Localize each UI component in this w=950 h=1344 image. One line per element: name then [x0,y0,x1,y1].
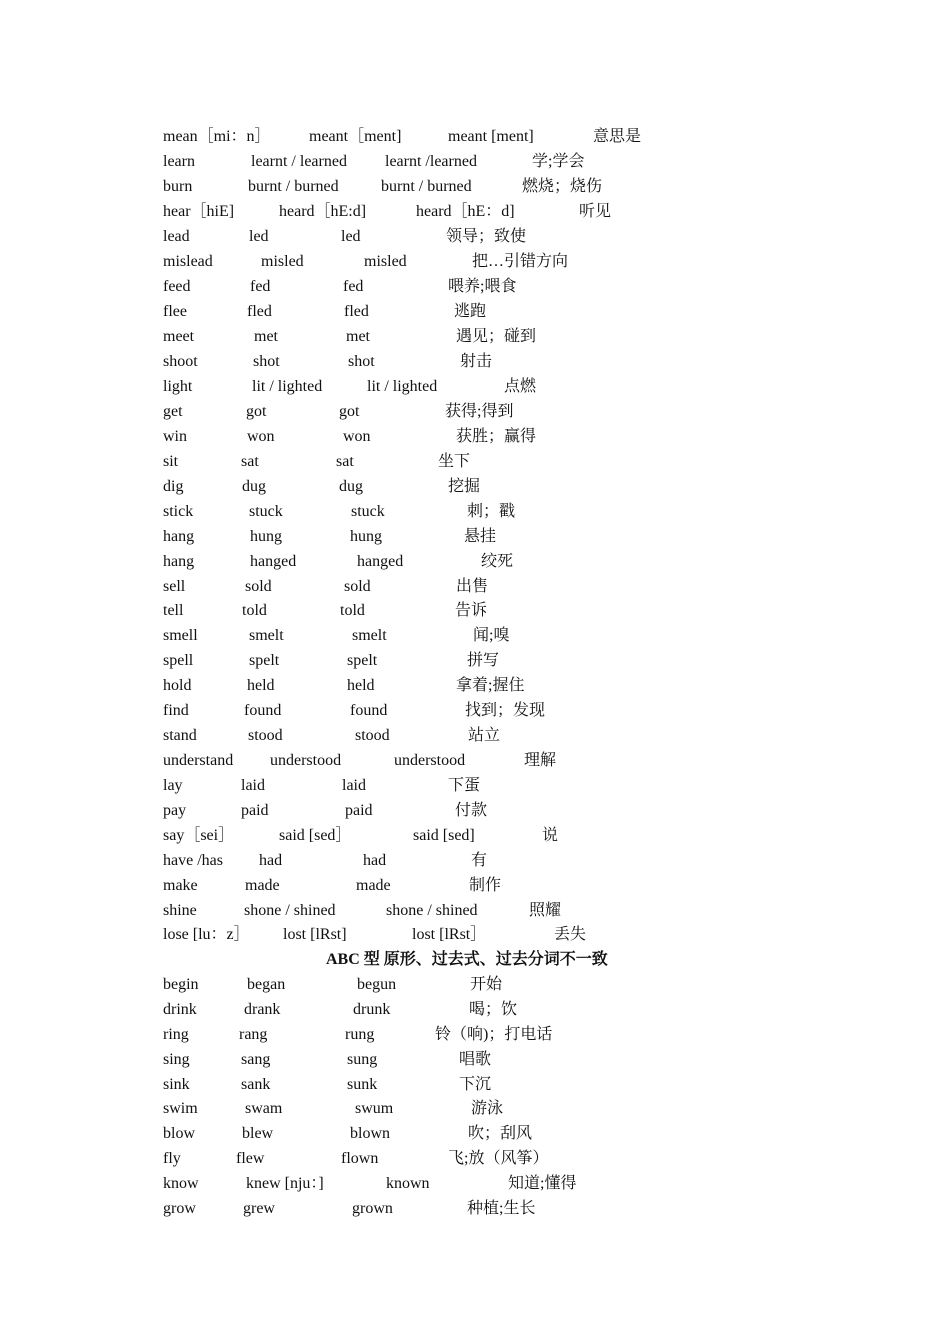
meaning: 出售 [456,578,489,595]
table-row [0,626,950,651]
base-form: hang [163,528,195,545]
meaning: 闻;嗅 [473,627,510,644]
past-participle: drunk [353,1001,391,1018]
base-form: shine [163,902,197,919]
base-form: begin [163,976,199,993]
past-participle: meant [ment] [448,128,534,145]
meaning: 拿着;握住 [456,677,525,694]
meaning: 领导；致使 [446,228,527,245]
base-form: mislead [163,253,213,270]
past-participle: flown [341,1150,379,1167]
base-form: stick [163,503,194,520]
past-participle: spelt [347,652,378,669]
meaning: 丢失 [554,926,587,943]
meaning: 下蛋 [448,777,481,794]
meaning: 游泳 [471,1100,504,1117]
base-form: shoot [163,353,198,370]
table-row [0,477,950,502]
table-row [0,302,950,327]
past-tense: knew [nju：] [246,1175,324,1192]
table-row [0,1000,950,1025]
meaning: 喝；饮 [469,1001,518,1018]
table-row [0,975,950,1000]
table-row [0,1075,950,1100]
meaning: 绞死 [481,553,514,570]
past-tense: stuck [249,503,283,520]
base-form: flee [163,303,187,320]
table-row [0,277,950,302]
past-tense: dug [242,478,266,495]
table-row [0,1199,950,1224]
table-row [0,1149,950,1174]
past-participle: lost [lRst］ [412,926,487,943]
base-form: sink [163,1076,190,1093]
past-tense: fed [250,278,271,295]
past-participle: stuck [351,503,385,520]
past-tense: sat [241,453,259,470]
past-tense: smelt [249,627,284,644]
meaning: 听见 [579,203,612,220]
base-form: know [163,1175,199,1192]
table-row [0,701,950,726]
base-form: hang [163,553,195,570]
base-form: sell [163,578,186,595]
past-participle: sunk [347,1076,378,1093]
base-form: lead [163,228,190,245]
meaning: 下沉 [459,1076,492,1093]
base-form: smell [163,627,198,644]
past-tense: hanged [250,553,297,570]
meaning: 喂养;喂食 [448,278,517,295]
base-form: burn [163,178,193,195]
meaning: 挖掘 [448,478,481,495]
past-tense: heard［hE:d] [279,203,367,220]
past-participle: shone / shined [386,902,478,919]
table-row [0,452,950,477]
table-row [0,651,950,676]
past-tense: laid [241,777,265,794]
past-tense: led [249,228,269,245]
table-row [0,402,950,427]
table-row [0,227,950,252]
meaning: 坐下 [438,453,471,470]
meaning: 唱歌 [459,1051,492,1068]
base-form: dig [163,478,184,495]
meaning: 付款 [455,802,488,819]
meaning: 找到；发现 [465,702,546,719]
table-row [0,377,950,402]
past-tense: burnt / burned [248,178,339,195]
table-row [0,1174,950,1199]
meaning: 把…引错方向 [472,253,569,270]
base-form: grow [163,1200,196,1217]
past-tense: had [259,852,283,869]
meaning: 意思是 [593,128,642,145]
meaning: 告诉 [455,602,488,619]
meaning: 知道;懂得 [508,1175,577,1192]
table-row [0,601,950,626]
table-row [0,851,950,876]
meaning: 开始 [470,976,503,993]
past-participle: hanged [357,553,404,570]
past-participle: hung [350,528,382,545]
meaning: 理解 [524,752,557,769]
table-row [0,252,950,277]
past-participle: burnt / burned [381,178,472,195]
base-form: stand [163,727,197,744]
past-participle: found [350,702,388,719]
past-tense: shot [253,353,280,370]
past-participle: fed [343,278,364,295]
meaning: 获得;得到 [445,403,514,420]
past-participle: swum [355,1100,394,1117]
base-form: fly [163,1150,181,1167]
table-row [0,202,950,227]
past-participle: lit / lighted [367,378,438,395]
meaning: 刺；戳 [467,503,516,520]
past-tense: said [sed］ [279,827,352,844]
meaning: 说 [542,827,559,844]
table-row [0,127,950,152]
past-participle: sung [347,1051,378,1068]
past-tense: sank [241,1076,271,1093]
past-tense: sang [241,1051,271,1068]
past-participle: misled [364,253,407,270]
past-participle: sold [344,578,371,595]
meaning: 吹；刮风 [468,1125,533,1142]
table-row [0,177,950,202]
section-heading-text: ABC 型 原形、过去式、过去分词不一致 [326,951,608,968]
base-form: feed [163,278,191,295]
base-form: ring [163,1026,189,1043]
past-tense: swam [245,1100,283,1117]
past-tense: won [247,428,275,445]
past-tense: began [247,976,286,993]
past-participle: rung [345,1026,375,1043]
base-form: win [163,428,187,445]
table-row [0,925,950,950]
table-row [0,676,950,701]
past-participle: paid [345,802,373,819]
base-form: find [163,702,189,719]
past-participle: fled [344,303,369,320]
past-participle: made [356,877,391,894]
past-participle: stood [355,727,390,744]
past-tense: grew [243,1200,275,1217]
past-tense: hung [250,528,282,545]
meaning: 燃烧；烧伤 [522,178,603,195]
past-tense: misled [261,253,304,270]
past-participle: met [346,328,370,345]
meaning: 获胜；赢得 [456,428,537,445]
meaning: 学;学会 [532,153,585,170]
past-participle: said [sed] [413,827,475,844]
table-row [0,1124,950,1149]
past-tense: fled [247,303,272,320]
past-participle: learnt /learned [385,153,477,170]
table-row [0,327,950,352]
past-tense: meant［ment] [309,128,402,145]
base-form: mean［mi：n］ [163,128,271,145]
past-tense: made [245,877,280,894]
base-form: understand [163,752,234,769]
past-tense: flew [236,1150,265,1167]
past-participle: understood [394,752,466,769]
past-tense: rang [239,1026,268,1043]
base-form: sing [163,1051,190,1068]
meaning: 遇见；碰到 [456,328,537,345]
table-row [0,427,950,452]
base-form: make [163,877,198,894]
table-row [0,352,950,377]
past-participle: smelt [352,627,387,644]
base-form: blow [163,1125,195,1142]
past-tense: lit / lighted [252,378,323,395]
base-form: light [163,378,193,395]
past-participle: heard［hE：d] [416,203,515,220]
table-row [0,826,950,851]
past-tense: sold [245,578,272,595]
past-participle: sat [336,453,354,470]
past-participle: dug [339,478,363,495]
base-form: learn [163,153,195,170]
past-participle: shot [348,353,375,370]
base-form: drink [163,1001,197,1018]
base-form: pay [163,802,187,819]
meaning: 悬挂 [464,528,497,545]
past-participle: grown [352,1200,393,1217]
meaning: 制作 [469,877,502,894]
table-row [0,801,950,826]
meaning: 点燃 [504,378,537,395]
meaning: 飞;放（风筝） [448,1150,549,1167]
base-form: sit [163,453,179,470]
base-form: say［sei］ [163,827,235,844]
table-row [0,527,950,552]
past-participle: blown [350,1125,390,1142]
past-participle: won [343,428,371,445]
past-tense: blew [242,1125,274,1142]
past-tense: drank [244,1001,281,1018]
table-row [0,577,950,602]
past-tense: told [242,602,267,619]
meaning: 拼写 [467,652,500,669]
past-participle: told [340,602,365,619]
table-row [0,152,950,177]
meaning: 铃（响)；打电话 [435,1026,553,1043]
table-row [0,876,950,901]
past-tense: understood [270,752,342,769]
table-row [0,776,950,801]
past-tense: met [254,328,278,345]
past-tense: found [244,702,282,719]
past-tense: learnt / learned [251,153,347,170]
past-participle: got [339,403,360,420]
base-form: have /has [163,852,223,869]
table-row [0,901,950,926]
past-participle: held [347,677,375,694]
base-form: get [163,403,183,420]
table-row [0,1099,950,1124]
table-row [0,726,950,751]
meaning: 照耀 [529,902,562,919]
table-row [0,1050,950,1075]
past-tense: lost [lRst] [283,926,347,943]
past-tense: paid [241,802,269,819]
past-participle: begun [357,976,397,993]
meaning: 射击 [460,353,493,370]
past-tense: held [247,677,275,694]
table-row [0,1025,950,1050]
past-tense: stood [248,727,283,744]
base-form: lose [lu：z］ [163,926,250,943]
past-participle: had [363,852,387,869]
past-participle: laid [342,777,366,794]
past-tense: got [246,403,267,420]
meaning: 逃跑 [454,303,487,320]
base-form: tell [163,602,184,619]
base-form: hold [163,677,192,694]
base-form: meet [163,328,195,345]
table-row [0,552,950,577]
table-row [0,751,950,776]
past-participle: led [341,228,361,245]
past-participle: known [386,1175,430,1192]
base-form: swim [163,1100,198,1117]
base-form: hear［hiE] [163,203,235,220]
meaning: 种植;生长 [467,1200,536,1217]
base-form: spell [163,652,194,669]
meaning: 站立 [468,727,501,744]
meaning: 有 [471,852,488,869]
past-tense: spelt [249,652,280,669]
base-form: lay [163,777,183,794]
table-row [0,502,950,527]
past-tense: shone / shined [244,902,336,919]
